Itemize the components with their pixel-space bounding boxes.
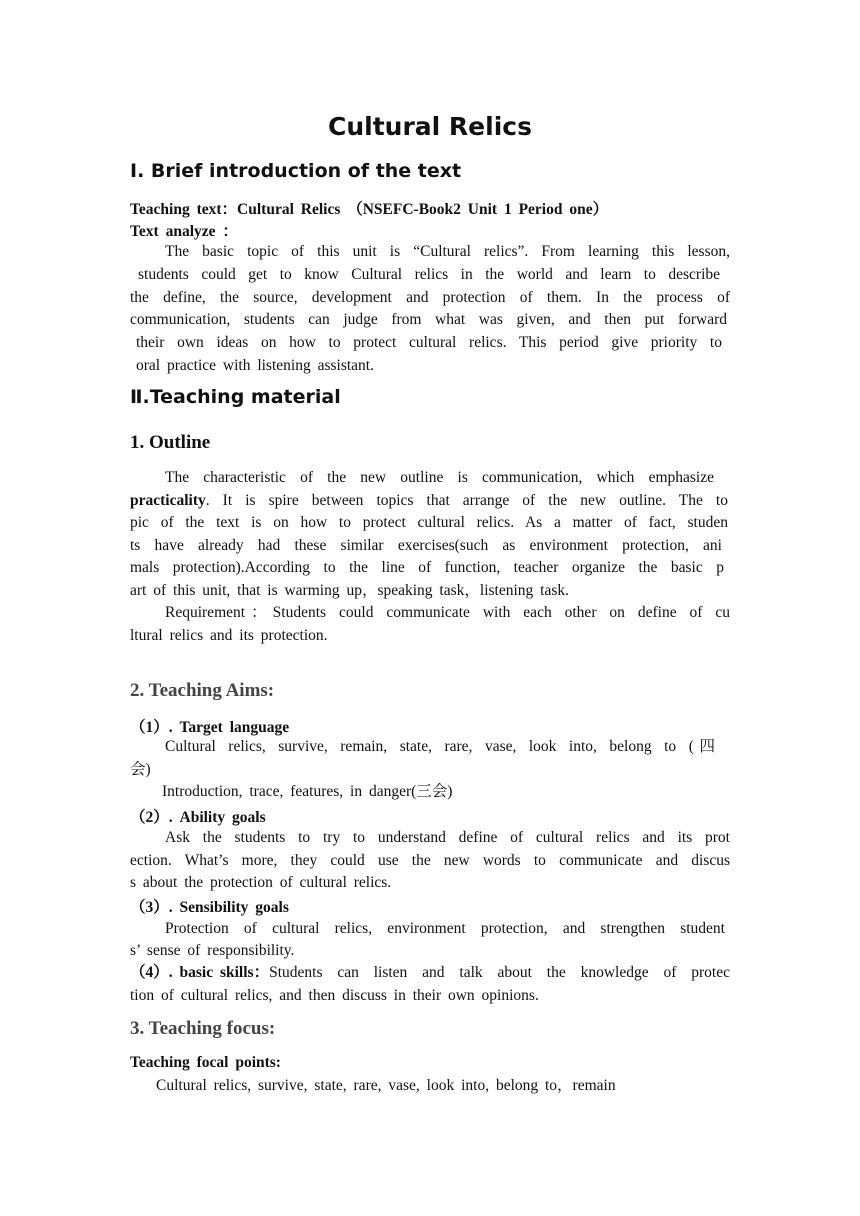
page-title: Cultural Relics	[328, 112, 532, 141]
paragraph-text: . It is spire between topics that arrange of the new outline. The to	[205, 492, 728, 509]
paragraph-line: pic of the text is on how to protect cultural relics. As a matter of fact, studen	[130, 514, 728, 531]
paragraph-line: Cultural relics, survive, state, rare, vase, look into, belong to，remain	[156, 1077, 616, 1094]
paragraph-line: Cultural relics, survive, remain, state, rare, vase, look into, belong to (四	[165, 738, 715, 755]
paragraph-line: s about the protection of cultural relics.	[130, 874, 392, 891]
paragraph-line: s’ sense of responsibility.	[130, 942, 295, 959]
aims-heading: 2. Teaching Aims:	[130, 680, 275, 701]
section-1-heading: Ⅰ. Brief introduction of the text	[130, 160, 462, 182]
paragraph-line	[130, 490, 728, 513]
paragraph-line	[130, 962, 730, 985]
paragraph-line: ts have already had these similar exercises(such as environment protection, ani	[130, 537, 722, 554]
paragraph-line: ltural relics and its protection.	[130, 627, 328, 644]
ability-goals-label: （2）. Ability goals	[130, 809, 266, 826]
paragraph-line: Ask the students to try to understand define of cultural relics and its prot	[165, 829, 730, 846]
paragraph-line: tion of cultural relics, and then discuss in their own opinions.	[130, 987, 539, 1004]
paragraph-line: The basic topic of this unit is “Cultural relics”. From learning this lesson,	[165, 243, 730, 260]
teaching-text-line: Teaching text：Cultural Relics （NSEFC-Book2 Unit 1 Period one）	[130, 201, 609, 218]
target-language-label: （1）. Target language	[130, 719, 290, 736]
paragraph-line: 会)	[130, 761, 151, 778]
focus-heading: 3. Teaching focus:	[130, 1018, 276, 1039]
paragraph-line: the define, the source, development and protection of them. In the process of	[130, 289, 730, 306]
paragraph-line: oral practice with listening assistant.	[136, 357, 374, 374]
sensibility-goals-label: （3）. Sensibility goals	[130, 899, 289, 916]
paragraph-line: Requirement：Students could communicate with each other on define of cu	[165, 604, 730, 621]
paragraph-line: communication, students can judge from what was given, and then put forward	[130, 311, 727, 328]
paragraph-line: mals protection).According to the line of function, teacher organize the basic p	[130, 559, 724, 576]
outline-heading: 1. Outline	[130, 432, 211, 453]
paragraph-line: Protection of cultural relics, environment protection, and strengthen student	[165, 920, 725, 937]
paragraph-line: Introduction, trace, features, in danger(三会)	[162, 783, 453, 800]
paragraph-line: art of this unit, that is warming up，speaking task，listening task.	[130, 582, 569, 599]
bold-term: practicality	[130, 492, 206, 509]
paragraph-line: The characteristic of the new outline is communication, which emphasize	[165, 469, 714, 486]
paragraph-line: their own ideas on how to protect cultural relics. This period give priority to	[136, 334, 722, 351]
section-2-heading: Ⅱ.Teaching material	[130, 386, 341, 408]
paragraph-line: ection. What’s more, they could use the new words to communicate and discus	[130, 852, 730, 869]
focal-points-label: Teaching focal points:	[130, 1054, 281, 1071]
basic-skills-label: （4）. basic skills：	[130, 964, 270, 981]
paragraph-text: Students can listen and talk about the knowledge of protec	[269, 964, 730, 981]
text-analyze-label: Text analyze ：	[130, 223, 238, 240]
paragraph-line: students could get to know Cultural relics in the world and learn to describe	[138, 266, 720, 283]
